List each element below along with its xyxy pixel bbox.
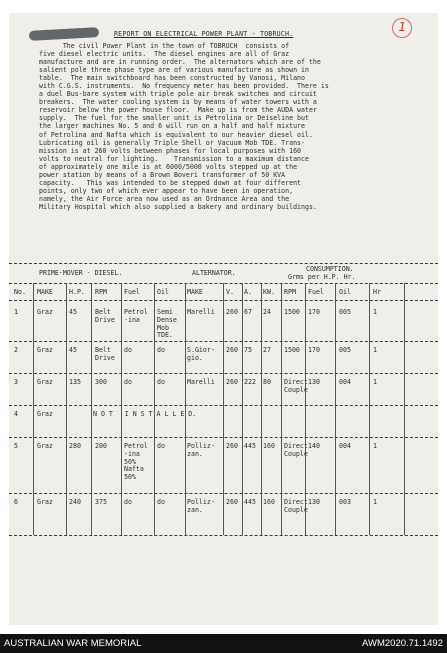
table-cell-hr: 1 — [373, 346, 377, 354]
table-cell-kw: 160 — [263, 498, 275, 506]
column-header: Oil — [157, 288, 169, 296]
column-rule — [335, 283, 336, 535]
paragraph-line: capacity. This was intended to be stepped down at four different — [39, 178, 302, 187]
table-cell-alt-make: Marelli — [187, 378, 215, 386]
table-cell-a: 222 — [244, 378, 256, 386]
table-cell-make: Graz — [37, 442, 53, 450]
column-header: KW. — [263, 288, 275, 296]
table-top-rule — [9, 263, 438, 264]
document-page — [9, 13, 438, 625]
page-number: 1 — [398, 20, 406, 34]
table-cell-no: 6 — [14, 498, 18, 506]
column-rule — [66, 283, 67, 535]
table-cell-hp: 45 — [69, 308, 77, 316]
table-cell-make: Graz — [37, 346, 53, 354]
table-cell-alt-make: S.Gior- gio. — [187, 346, 215, 362]
table-cell-c-oil: 005 — [339, 346, 351, 354]
prime-mover-header: PRIME-MOVER - DIESEL. — [39, 269, 123, 277]
column-header: Oil — [339, 288, 351, 296]
table-cell-c-fuel: 170 — [308, 308, 320, 316]
table-cell-a: 445 — [244, 498, 256, 506]
column-rule — [305, 283, 306, 535]
consumption-subheader: Grms per H.P. Hr. — [288, 273, 356, 281]
table-cell-c-oil: 004 — [339, 442, 351, 450]
table-cell-hp: 45 — [69, 346, 77, 354]
paragraph-line: reservoir below the power house floor. Make up is from the AUDA water — [39, 106, 317, 115]
table-cell-rpm: 300 — [95, 378, 107, 386]
column-header: MAKE — [37, 288, 53, 296]
table-cell-v: 260 — [226, 442, 238, 450]
column-rule — [33, 283, 34, 535]
table-cell-oil: do — [157, 442, 165, 450]
table-cell-hr: 1 — [373, 378, 377, 386]
paragraph-line: with C.G.S. instruments. No frequency meter has been provided. There is — [39, 82, 329, 91]
column-header: H.P. — [69, 288, 85, 296]
table-cell-c-fuel: 170 — [308, 346, 320, 354]
column-rule — [242, 283, 243, 535]
column-header: V. — [226, 288, 234, 296]
table-cell-fuel: Petrol -ina 50% Nafta 50% — [124, 442, 148, 482]
table-cell-c-oil: 005 — [339, 308, 351, 316]
table-cell-kw: 27 — [263, 346, 271, 354]
column-rule — [261, 283, 262, 535]
table-cell-kw: 24 — [263, 308, 271, 316]
table-cell-make: Graz — [37, 378, 53, 386]
paragraph-line: of approximately one mile is at 6000/5000 volts stepped up at the — [39, 162, 298, 171]
table-cell-oil: Semi Dense Mob TDE. — [157, 308, 177, 340]
table-cell-fuel: do — [124, 378, 132, 386]
table-cell-alt-make: Polliz- zan. — [187, 498, 215, 514]
table-cell-oil: do — [157, 378, 165, 386]
table-cell-alt-rpm: Direct Couple — [284, 442, 308, 458]
table-cell-no: 3 — [14, 378, 18, 386]
consumption-header: CONSUMPTION. — [306, 265, 354, 273]
archive-footer — [0, 634, 447, 653]
report-paragraph — [39, 42, 437, 211]
paragraph-line: breakers. The water cooling system is by means of water towers with a — [39, 98, 317, 107]
column-rule — [281, 283, 282, 535]
paragraph-line: the larger machines No. 5 and 6 will run on a half and half mixture — [39, 122, 305, 131]
table-cell-alt-rpm: 1500 — [284, 346, 300, 354]
table-cell-no: 2 — [14, 346, 18, 354]
paragraph-line: namely, the Air Force area now used as an Ordnance Area and the — [39, 194, 290, 203]
table-cell-alt-rpm: 1500 — [284, 308, 300, 316]
table-cell-hp: 135 — [69, 378, 81, 386]
paragraph-line: of Petrolina and Nafta which is equivalent to our heavier diesel oil. — [39, 130, 313, 139]
table-cell-hp: 240 — [69, 498, 81, 506]
table-cell-c-fuel: 140 — [308, 442, 320, 450]
table-cell-alt-make: Marelli — [187, 308, 215, 316]
table-cell-no: 5 — [14, 442, 18, 450]
table-cell-c-fuel: 130 — [308, 378, 320, 386]
table-cell-rpm: 200 — [95, 442, 107, 450]
table-cell-no: 4 — [14, 410, 18, 418]
table-cell-make: Graz — [37, 410, 53, 418]
table-cell-alt-make: Polliz- zan. — [187, 442, 215, 458]
not-installed-note: N O T I N S T A L L E D. — [93, 410, 197, 418]
ink-stain — [29, 27, 99, 41]
column-rule — [185, 283, 186, 535]
table-cell-hp: 280 — [69, 442, 81, 450]
table-cell-fuel: Petrol -ina — [124, 308, 148, 324]
table-cell-v: 260 — [226, 498, 238, 506]
paragraph-line: Military Hospital which also supplied a bakery and ordinary buildings. — [39, 202, 317, 211]
table-cell-a: 75 — [244, 346, 252, 354]
paragraph-line: manufacture and are in running order. The alternators which are of the — [39, 58, 321, 67]
paragraph-line: a duel Bus-bare system with triple pole air break switches and circuit — [39, 90, 317, 99]
alternator-header: ALTERNATOR. — [192, 269, 236, 277]
table-cell-v: 260 — [226, 308, 238, 316]
column-header: A. — [244, 288, 252, 296]
paragraph-line: supply. The fuel for the smaller unit is Petrolina or Deiseline but — [39, 114, 309, 123]
table-cell-rpm: Belt Drive — [95, 308, 115, 324]
table-cell-hr: 1 — [373, 308, 377, 316]
paragraph-line: points, only two of which ever appear to have been in operation, — [39, 186, 294, 195]
column-header: Fuel — [308, 288, 324, 296]
table-cell-rpm: Belt Drive — [95, 346, 115, 362]
paragraph-line: mission is at 260 volts between phases for local purposes with 160 — [39, 146, 302, 155]
table-cell-fuel: do — [124, 498, 132, 506]
paragraph-line: volts to neutral for lighting. Transmission to a maximum distance — [39, 154, 309, 163]
paragraph-line: Lubricating oil is generally Triple Shell or Vacuum Mob TDE. Trans- — [39, 138, 305, 147]
table-cell-c-oil: 003 — [339, 498, 351, 506]
column-header: Hr — [373, 288, 381, 296]
footer-institution: AUSTRALIAN WAR MEMORIAL — [4, 638, 142, 649]
table-cell-alt-rpm: Direct Couple — [284, 378, 308, 394]
row-rule — [9, 535, 438, 536]
paragraph-line: power station by means of a Brown Boveri transformer of 50 KVA — [39, 170, 286, 179]
table-cell-make: Graz — [37, 308, 53, 316]
column-rule — [369, 283, 370, 535]
paragraph-line: table. The main switchboard has been constructed by Vanosi, Milano — [39, 74, 305, 83]
paragraph-line: five diesel electric units. The diesel engines are all of Graz — [39, 50, 290, 59]
column-header: RPM — [284, 288, 296, 296]
table-cell-kw: 160 — [263, 442, 275, 450]
column-header: RPM — [95, 288, 107, 296]
document-title: REPORT ON ELECTRICAL POWER PLANT - TOBRUCH. — [114, 30, 294, 38]
table-cell-rpm: 375 — [95, 498, 107, 506]
table-cell-hr: 1 — [373, 442, 377, 450]
column-header: No. — [14, 288, 26, 296]
column-header: MAKE — [187, 288, 203, 296]
column-rule — [154, 283, 155, 535]
column-rule — [121, 283, 122, 535]
table-cell-c-oil: 004 — [339, 378, 351, 386]
paragraph-line: The civil Power Plant in the town of TOBRUCH consists of — [39, 42, 290, 50]
table-cell-hr: 1 — [373, 498, 377, 506]
table-cell-no: 1 — [14, 308, 18, 316]
table-cell-oil: do — [157, 346, 165, 354]
table-cell-kw: 80 — [263, 378, 271, 386]
table-cell-c-fuel: 130 — [308, 498, 320, 506]
table-cell-alt-rpm: Direct Couple — [284, 498, 308, 514]
table-cell-oil: do — [157, 498, 165, 506]
table-cell-v: 260 — [226, 378, 238, 386]
footer-accession-number: AWM2020.71.1492 — [362, 638, 443, 649]
column-rule — [404, 283, 405, 535]
table-cell-a: 445 — [244, 442, 256, 450]
column-rule — [223, 283, 224, 535]
table-cell-v: 260 — [226, 346, 238, 354]
table-cell-a: 67 — [244, 308, 252, 316]
paragraph-line: salient pole three phase type are of various manufacture as shown in — [39, 66, 309, 75]
table-cell-make: Graz — [37, 498, 53, 506]
column-header: Fuel — [124, 288, 140, 296]
column-rule — [91, 283, 92, 535]
table-cell-fuel: do — [124, 346, 132, 354]
